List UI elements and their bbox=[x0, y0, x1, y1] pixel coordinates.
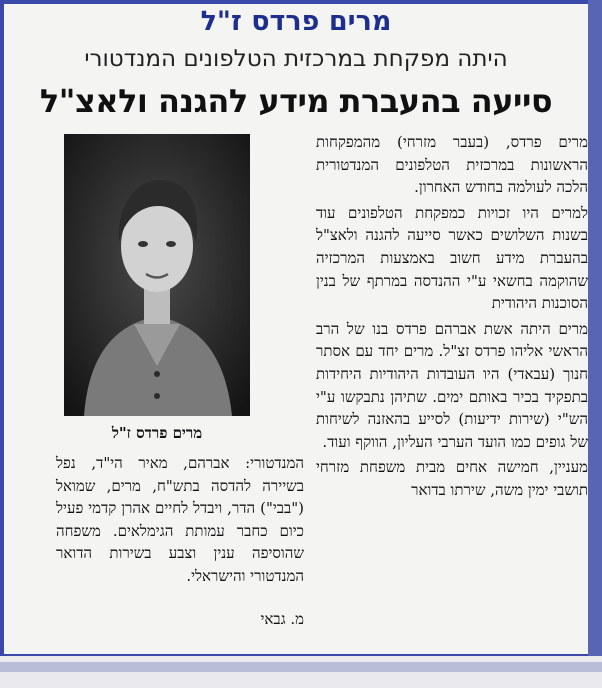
headline-title: סייעה בהעברת מידע להגנה ולאצ"ל bbox=[39, 82, 553, 120]
article-paragraph: מרים פרדס, (בעבר מזרחי) מהמפקחות הראשונות במרכזית הטלפונים המנדטורית הלכה לעולמה בחודש האחרון. bbox=[316, 133, 588, 197]
frame-bottom bbox=[0, 656, 602, 688]
article-column-left bbox=[56, 452, 304, 591]
article-column-right bbox=[316, 131, 588, 505]
author-signature: מ. גבאי bbox=[260, 610, 304, 628]
portrait-photo bbox=[64, 134, 250, 416]
headline-name: מרים פרדס ז"ל bbox=[200, 6, 392, 37]
article-paragraph: מרים היתה אשת אברהם פרדס בנו של הרב הראשי אליהו פרדס זצ"ל. מרים יחד עם אסתר חנוך (עבאדי) היו העובדות היהודיות היחידות בתפקיד בכיר באותם ימים. שתיהן נתבקשו ע"י הש"י (שירות ידיעות) לסייע בהאזנה לשיחות של גופים כמו הועד הערבי העליון, הווקף ועוד. bbox=[316, 319, 588, 451]
article-paragraph: מעניין, חמישה אחים מבית משפחת מזרחי תושבי ימין משה, שירתו בדואר bbox=[316, 458, 588, 499]
article-paragraph: המנדטורי: אברהם, מאיר הי"ד, נפל בשיירה להדסה בתש"ח, מרים, שמואל ("בבי") הדר, ויבדל לחיים אהרן קדמי פעיל כיום כחבר עמותת הגימלאים. משפחה שהוסיפה ענין וצבע בשירות הדואר המנדטורי והישראלי. bbox=[56, 454, 304, 585]
article-paragraph: למרים היו זכויות כמפקחת הטלפונים עוד בשנות השלושים כאשר סייעה להגנה ולאצ"ל בהעברת מידע חשוב באמצעות המרכזיה שהוקמה בחשאי ע"י ההנדסה במרתף של בנין הסוכנות היהודית bbox=[316, 203, 588, 313]
headline-subtitle: היתה מפקחת במרכזית הטלפונים המנדטורי bbox=[84, 46, 508, 72]
photo-caption: מרים פרדס ז"ל bbox=[111, 424, 203, 442]
frame-edge bbox=[588, 0, 602, 656]
portrait-illustration bbox=[64, 134, 250, 416]
newspaper-clipping bbox=[4, 4, 588, 654]
